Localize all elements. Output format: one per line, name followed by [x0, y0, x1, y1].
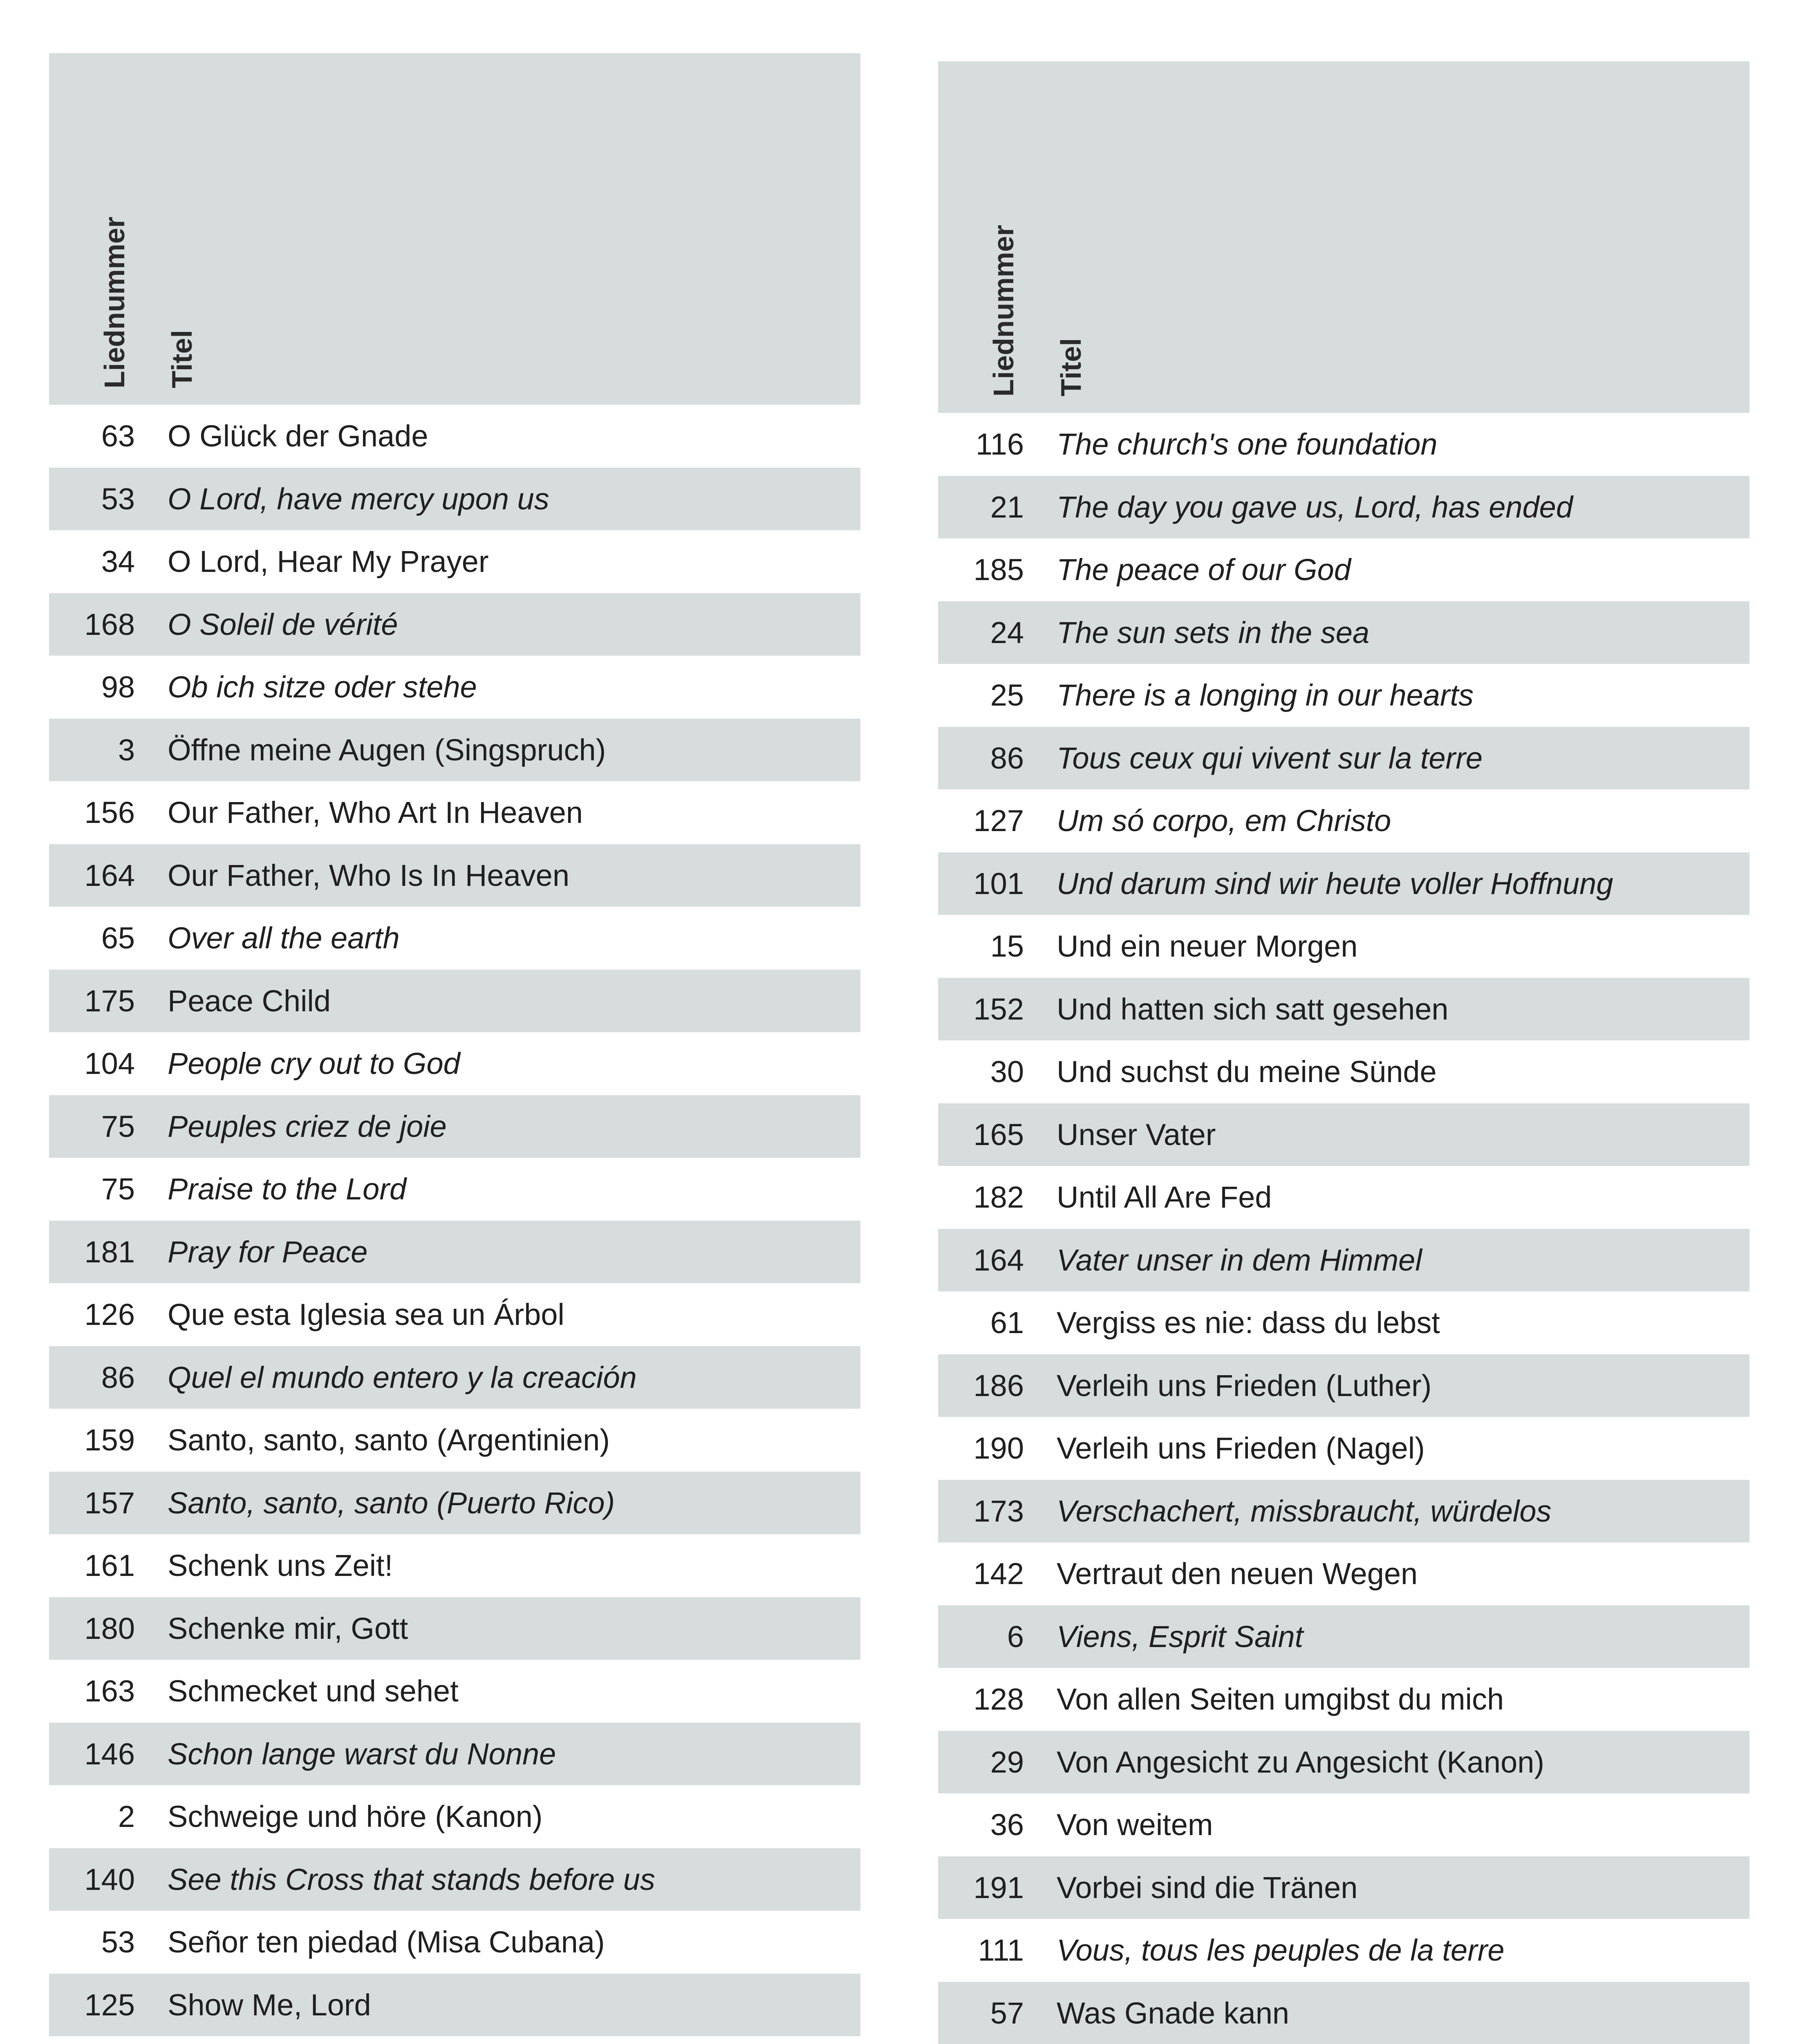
table-header	[49, 53, 860, 405]
table-row	[938, 1731, 1749, 1794]
song-title: Praise to the Lord	[168, 1172, 407, 1206]
song-number: 61	[990, 1306, 1024, 1340]
song-number: 125	[84, 1988, 135, 2022]
song-number: 98	[101, 670, 135, 704]
song-number: 191	[973, 1870, 1024, 1905]
song-list-right	[938, 413, 1749, 2044]
table-row	[49, 1785, 860, 1848]
song-number: 101	[973, 866, 1024, 901]
table-row	[49, 1848, 860, 1911]
song-number: 168	[84, 607, 135, 641]
table-row	[49, 530, 860, 593]
table-row	[49, 1346, 860, 1409]
song-number: 128	[973, 1682, 1024, 1717]
table-row	[49, 844, 860, 907]
song-title: Our Father, Who Is In Heaven	[168, 858, 569, 892]
song-title: Vertraut den neuen Wegen	[1057, 1557, 1418, 1591]
song-title: Schenke mir, Gott	[168, 1611, 408, 1645]
song-number: 190	[973, 1431, 1024, 1466]
song-number: 127	[973, 804, 1024, 838]
song-title: O Soleil de vérité	[168, 607, 398, 641]
song-number: 165	[973, 1117, 1024, 1152]
song-title: Und darum sind wir heute voller Hoffnung	[1057, 866, 1613, 901]
song-title: People cry out to God	[168, 1047, 460, 1081]
song-title: Von allen Seiten umgibst du mich	[1057, 1682, 1504, 1717]
song-number: 21	[990, 490, 1024, 524]
table-row	[938, 1103, 1749, 1166]
song-number: 53	[101, 1925, 135, 1959]
song-title: Von Angesicht zu Angesicht (Kanon)	[1057, 1745, 1545, 1779]
song-title: The peace of our God	[1057, 553, 1351, 587]
song-number: 29	[990, 1745, 1024, 1779]
song-title: Verleih uns Frieden (Nagel)	[1057, 1431, 1425, 1466]
column-header-title: Titel	[1055, 338, 1087, 397]
table-header	[938, 61, 1749, 413]
song-number: 116	[976, 427, 1024, 462]
song-number: 6	[1007, 1619, 1024, 1654]
song-number: 3	[118, 733, 135, 767]
song-number: 15	[990, 929, 1024, 964]
song-title: The day you gave us, Lord, has ended	[1057, 490, 1573, 524]
song-number: 181	[84, 1235, 135, 1269]
table-row	[49, 1032, 860, 1095]
table-row	[938, 476, 1749, 539]
song-title: Und hatten sich satt gesehen	[1057, 992, 1449, 1026]
table-row	[49, 970, 860, 1033]
table-row	[938, 1856, 1749, 1919]
table-row	[49, 1221, 860, 1284]
song-title: Schweige und höre (Kanon)	[168, 1800, 543, 1834]
song-index-left-column	[49, 53, 860, 2044]
song-title: Vorbei sind die Tränen	[1057, 1870, 1358, 1905]
song-number: 57	[990, 1996, 1024, 2030]
song-number: 104	[84, 1047, 135, 1081]
song-number: 2	[118, 1800, 135, 1834]
song-number: 164	[84, 858, 135, 892]
song-title: Vergiss es nie: dass du lebst	[1057, 1306, 1440, 1340]
song-title: Pray for Peace	[168, 1235, 368, 1269]
song-title: Vous, tous les peuples de la terre	[1057, 1933, 1505, 1968]
song-number: 163	[84, 1674, 135, 1708]
song-number: 152	[973, 992, 1024, 1026]
song-title: Que esta Iglesia sea un Árbol	[168, 1298, 564, 1332]
table-row	[49, 719, 860, 782]
column-header-title: Titel	[166, 330, 198, 388]
song-title: Quel el mundo entero y la creación	[168, 1360, 637, 1394]
song-index-right-column	[938, 61, 1749, 2044]
song-title: Over all the earth	[168, 921, 400, 955]
song-title: Peuples criez de joie	[168, 1109, 447, 1143]
song-number: 146	[84, 1737, 135, 1771]
table-row	[938, 1982, 1749, 2044]
song-number: 156	[84, 796, 135, 830]
table-row	[49, 1723, 860, 1786]
song-title: Ob ich sitze oder stehe	[168, 670, 477, 704]
table-row	[938, 789, 1749, 852]
song-title: Santo, santo, santo (Argentinien)	[168, 1423, 610, 1457]
song-title: Our Father, Who Art In Heaven	[168, 796, 583, 830]
song-title: Until All Are Fed	[1057, 1180, 1272, 1215]
song-title: O Lord, have mercy upon us	[168, 482, 549, 516]
table-row	[49, 1283, 860, 1346]
song-number: 63	[101, 419, 135, 453]
column-header-number: Liednummer	[99, 216, 130, 388]
song-title: The sun sets in the sea	[1057, 615, 1370, 650]
song-title: Und ein neuer Morgen	[1057, 929, 1358, 964]
table-row	[49, 781, 860, 844]
song-title: Señor ten piedad (Misa Cubana)	[168, 1925, 605, 1959]
song-number: 86	[101, 1360, 135, 1394]
song-number: 30	[990, 1055, 1024, 1089]
table-row	[938, 727, 1749, 790]
table-row	[938, 1793, 1749, 1856]
table-row	[938, 978, 1749, 1041]
song-number: 173	[973, 1494, 1024, 1528]
table-row	[938, 601, 1749, 664]
song-number: 186	[973, 1368, 1024, 1403]
table-row	[49, 1911, 860, 1974]
table-row	[49, 1534, 860, 1597]
table-row	[938, 852, 1749, 915]
song-title: Unser Vater	[1057, 1117, 1216, 1152]
table-row	[49, 907, 860, 970]
song-title: Vater unser in dem Himmel	[1057, 1243, 1422, 1277]
table-row	[938, 664, 1749, 727]
song-number: 53	[101, 482, 135, 516]
table-row	[49, 1409, 860, 1472]
song-number: 126	[84, 1298, 135, 1332]
song-number: 24	[990, 615, 1024, 650]
table-row	[49, 1095, 860, 1158]
song-list-left	[49, 405, 860, 2044]
table-row	[49, 593, 860, 656]
song-title: O Glück der Gnade	[168, 419, 428, 453]
table-row	[49, 1158, 860, 1221]
table-row	[49, 1660, 860, 1723]
song-number: 140	[84, 1862, 135, 1896]
song-title: See this Cross that stands before us	[168, 1862, 655, 1896]
song-number: 75	[101, 1172, 135, 1206]
table-row	[938, 1291, 1749, 1354]
column-header-number: Liednummer	[988, 224, 1019, 397]
table-row	[49, 656, 860, 719]
song-title: Öffne meine Augen (Singspruch)	[168, 733, 606, 767]
song-title: The church's one foundation	[1057, 427, 1438, 462]
song-number: 75	[101, 1109, 135, 1143]
table-row	[938, 413, 1749, 476]
table-row	[938, 1480, 1749, 1543]
table-row	[938, 1229, 1749, 1292]
song-title: There is a longing in our hearts	[1057, 678, 1474, 713]
song-number: 159	[84, 1423, 135, 1457]
table-row	[938, 1919, 1749, 1982]
song-number: 185	[973, 553, 1024, 587]
song-number: 180	[84, 1611, 135, 1645]
table-row	[938, 1166, 1749, 1229]
song-title: Show Me, Lord	[168, 1988, 371, 2022]
table-row	[49, 1472, 860, 1535]
table-row	[938, 538, 1749, 601]
song-title: Verschachert, missbraucht, würdelos	[1057, 1494, 1552, 1528]
table-row	[938, 1668, 1749, 1731]
song-title: Verleih uns Frieden (Luther)	[1057, 1368, 1432, 1403]
song-number: 111	[978, 1933, 1024, 1968]
song-title: Schmecket und sehet	[168, 1674, 459, 1708]
table-row	[938, 1542, 1749, 1605]
table-row	[938, 1417, 1749, 1480]
table-row	[49, 405, 860, 468]
table-row	[938, 915, 1749, 978]
song-title: Schenk uns Zeit!	[168, 1549, 393, 1583]
song-title: Viens, Esprit Saint	[1057, 1619, 1304, 1654]
table-row	[49, 1974, 860, 2037]
table-row	[938, 1354, 1749, 1417]
table-row	[938, 1605, 1749, 1668]
song-number: 175	[84, 984, 135, 1018]
table-row	[49, 468, 860, 531]
song-number: 182	[973, 1180, 1024, 1215]
song-number: 86	[990, 741, 1024, 775]
song-number: 65	[101, 921, 135, 955]
song-title: O Lord, Hear My Prayer	[168, 545, 489, 579]
song-number: 25	[990, 678, 1024, 713]
song-number: 34	[101, 545, 135, 579]
song-title: Und suchst du meine Sünde	[1057, 1055, 1437, 1089]
song-title: Um só corpo, em Christo	[1057, 804, 1391, 838]
song-number: 161	[84, 1549, 135, 1583]
song-title: Was Gnade kann	[1057, 1996, 1290, 2030]
table-row	[49, 1597, 860, 1660]
table-row	[938, 1040, 1749, 1103]
song-number: 142	[973, 1557, 1024, 1591]
song-number: 36	[990, 1808, 1024, 1842]
table-row	[49, 2036, 860, 2044]
song-number: 164	[973, 1243, 1024, 1277]
song-title: Peace Child	[168, 984, 331, 1018]
song-title: Von weitem	[1057, 1808, 1213, 1842]
song-title: Tous ceux qui vivent sur la terre	[1057, 741, 1483, 775]
song-title: Schon lange warst du Nonne	[168, 1737, 556, 1771]
song-number: 157	[84, 1486, 135, 1520]
song-title: Santo, santo, santo (Puerto Rico)	[168, 1486, 615, 1520]
